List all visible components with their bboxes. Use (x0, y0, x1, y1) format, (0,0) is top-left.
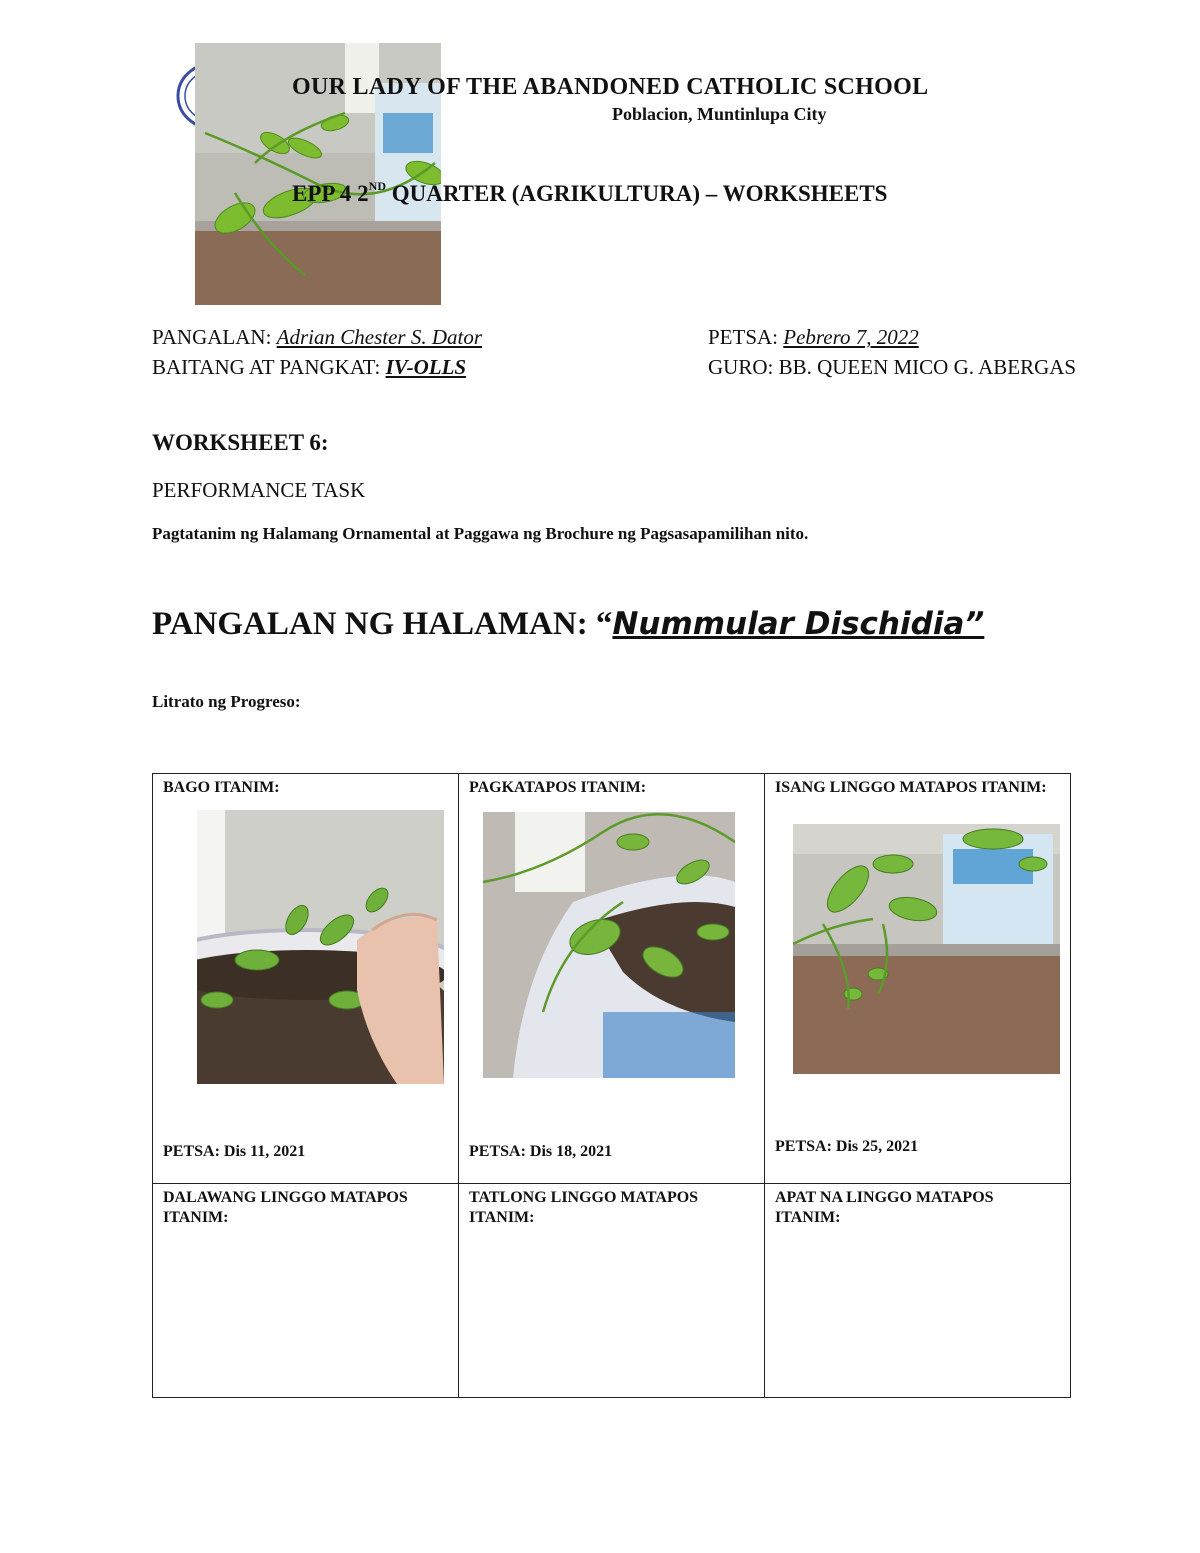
photo-before-planting (197, 810, 444, 1084)
heading-prefix: EPP 4 2 (292, 181, 369, 206)
student-name: Adrian Chester S. Dator (276, 325, 483, 349)
plant-name: Nummular Dischidia” (612, 606, 985, 642)
plant-label: PANGALAN NG HALAMAN: “ (152, 606, 613, 642)
cell-label: PAGKATAPOS ITANIM: (469, 779, 647, 796)
student-name-line (152, 325, 482, 350)
heading-superscript: ND (368, 179, 387, 193)
cell-label: DALAWANG LINGGO MATAPOS ITANIM: (163, 1189, 408, 1226)
cell-date: PETSA: Dis 18, 2021 (469, 1143, 613, 1160)
progress-table (152, 773, 1071, 1398)
cell-label: BAGO ITANIM: (163, 779, 280, 796)
worksheet-heading (292, 181, 887, 207)
name-label: PANGALAN: (152, 325, 277, 349)
cell-label: APAT NA LINGGO MATAPOS ITANIM: (775, 1189, 994, 1226)
school-name: OUR LADY OF THE ABANDONED CATHOLIC SCHOOL (292, 74, 929, 100)
photo-one-week (793, 824, 1060, 1074)
cell-date: PETSA: Dis 11, 2021 (163, 1143, 306, 1160)
grade-label: BAITANG AT PANGKAT: (152, 355, 386, 379)
date-label: PETSA: (708, 325, 784, 349)
table-cell-after-planting (459, 774, 765, 1184)
submission-date: Pebrero 7, 2022 (783, 325, 919, 349)
table-cell-one-week (765, 774, 1071, 1184)
table-row (153, 1184, 1071, 1398)
teacher-line: GURO: BB. QUEEN MICO G. ABERGAS (708, 355, 1077, 379)
cell-label: TATLONG LINGGO MATAPOS ITANIM: (469, 1189, 699, 1226)
grade-line (152, 355, 466, 380)
cell-date: PETSA: Dis 25, 2021 (775, 1138, 919, 1155)
worksheet-number: WORKSHEET 6: (152, 430, 329, 455)
cell-label: ISANG LINGGO MATAPOS ITANIM: (775, 779, 1047, 796)
progress-photos-label: Litrato ng Progreso: (152, 692, 301, 711)
plant-name-title (152, 606, 984, 643)
grade-section: IV-OLLS (385, 355, 467, 379)
date-line (708, 325, 919, 350)
performance-task-label: PERFORMANCE TASK (152, 478, 366, 502)
table-cell-two-weeks (153, 1184, 459, 1398)
table-cell-three-weeks (459, 1184, 765, 1398)
task-description: Pagtatanim ng Halamang Ornamental at Paggawa ng Brochure ng Pagsasapamilihan nito. (152, 524, 809, 543)
school-address: Poblacion, Muntinlupa City (612, 104, 827, 124)
table-cell-four-weeks (765, 1184, 1071, 1398)
photo-after-planting (483, 812, 735, 1078)
table-cell-before-planting (153, 774, 459, 1184)
table-row (153, 774, 1071, 1184)
heading-suffix: QUARTER (AGRIKULTURA) – WORKSHEETS (386, 181, 888, 206)
